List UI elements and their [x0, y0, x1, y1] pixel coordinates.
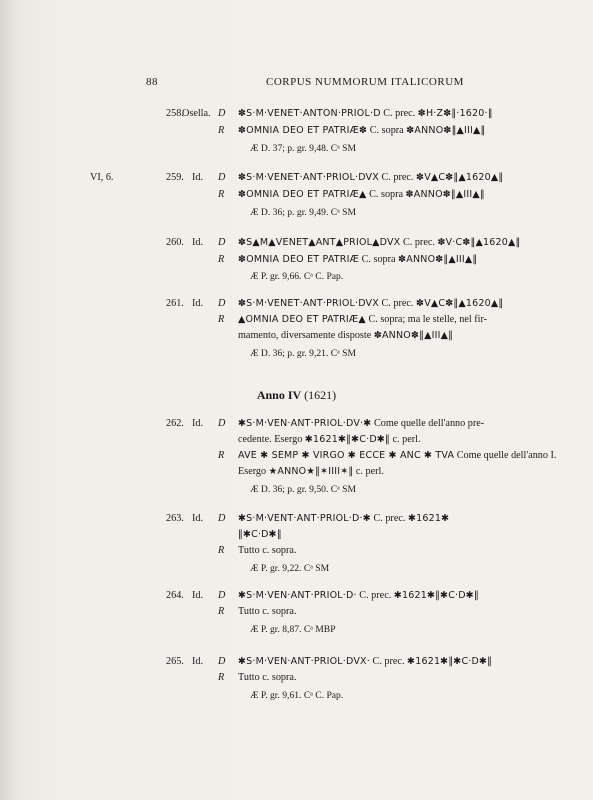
entry-number: 258.: [166, 108, 184, 119]
reverse-description: AVE ✱ SEMP ✱ VIRGO ✱ ECCE ✱ ANC ✱ TVA Come quelle dell'anno I.: [238, 450, 557, 461]
obverse-sign: D: [218, 108, 226, 119]
obverse-sign: D: [218, 590, 226, 601]
entry-metadata: Æ P. gr. 8,87. Cᵃ MBP: [250, 624, 336, 635]
obverse-sign: D: [218, 418, 226, 429]
obverse-sign: D: [218, 298, 226, 309]
reverse-description: ✽OMNIA DEO ET PATRIÆ C. sopra ✽ANNO✽‖▲III▲‖: [238, 254, 478, 265]
entry-number: 263.: [166, 513, 184, 524]
obverse-description-continued: cedente. Esergo ✱1621✱‖✱C·D✱‖ c. perl.: [238, 434, 421, 445]
obverse-description: ✱S·M·VEN·ANT·PRIOL·DV·✱ Come quelle dell'anno pre-: [238, 418, 485, 429]
obverse-sign: D: [218, 656, 226, 667]
obverse-description: ✽S·M·VENET·ANTON·PRIOL·D C. prec. ✽H·Z✽‖·1620·‖: [238, 108, 493, 119]
obverse-sign: D: [218, 237, 226, 248]
reverse-description: Tutto c. sopra.: [238, 672, 297, 683]
entry-denomination: Id.: [192, 237, 204, 248]
margin-reference: VI, 6.: [90, 172, 114, 183]
obverse-sign: D: [218, 172, 226, 183]
entry-number: 259.: [166, 172, 184, 183]
obverse-sign: D: [218, 513, 226, 524]
entry-denomination: Id.: [192, 172, 204, 183]
reverse-sign: R: [218, 450, 225, 461]
entry-denomination: Id.: [192, 513, 204, 524]
entry-number: 262.: [166, 418, 184, 429]
entry-metadata: Æ P. gr. 9,66. Cᵃ C. Pap.: [250, 271, 344, 282]
reverse-sign: R: [218, 606, 225, 617]
entry-metadata: Æ D. 37; p. gr. 9,48. Cᵃ SM: [250, 143, 357, 154]
entry-metadata: Æ P. gr. 9,22. Cᵃ SM: [250, 563, 330, 574]
entry-metadata: Æ D. 36; p. gr. 9,21. Cᵃ SM: [250, 348, 357, 359]
section-heading: Anno IV (1621): [256, 388, 337, 402]
entry-metadata: Æ D. 36; p. gr. 9,49. Cᵃ SM: [250, 207, 357, 218]
reverse-description: ✽OMNIA DEO ET PATRIÆ▲ C. sopra ✽ANNO✽‖▲III▲‖: [238, 189, 485, 200]
reverse-sign: R: [218, 545, 225, 556]
reverse-description: ✽OMNIA DEO ET PATRIÆ✽ C. sopra ✽ANNO✽‖▲III▲‖: [238, 125, 486, 136]
obverse-description: ✽S·M·VENET·ANT·PRIOL·DVX C. prec. ✽V▲C✽‖▲1620▲‖: [238, 172, 504, 183]
obverse-description: ✱S·M·VEN·ANT·PRIOL·DVX· C. prec. ✱1621✱‖✱C·D✱‖: [238, 656, 493, 667]
page-number: 88: [146, 76, 158, 88]
reverse-sign: R: [218, 189, 225, 200]
running-title: CORPUS NUMMORUM ITALICORUM: [266, 76, 464, 88]
obverse-description: ✽S▲M▲VENET▲ANT▲PRIOL▲DVX C. prec. ✽V·C✽‖▲1620▲‖: [238, 237, 521, 248]
entry-denomination: Osella.: [182, 108, 211, 119]
entry-metadata: Æ D. 36; p. gr. 9,50. Cᵃ SM: [250, 484, 357, 495]
entry-number: 261.: [166, 298, 184, 309]
reverse-description-continued: Esergo ★ANNO★‖✶IIII✶‖ c. perl.: [238, 466, 384, 477]
reverse-sign: R: [218, 314, 225, 325]
entry-denomination: Id.: [192, 418, 204, 429]
reverse-description: Tutto c. sopra.: [238, 545, 297, 556]
entry-metadata: Æ P. gr. 9,61. Cᵃ C. Pap.: [250, 690, 344, 701]
entry-denomination: Id.: [192, 590, 204, 601]
reverse-description-continued: mamento, diversamente disposte ✽ANNO✽‖▲III▲‖: [238, 330, 454, 341]
reverse-sign: R: [218, 672, 225, 683]
reverse-description: Tutto c. sopra.: [238, 606, 297, 617]
reverse-sign: R: [218, 254, 225, 265]
entry-number: 265.: [166, 656, 184, 667]
obverse-description: ✱S·M·VENT·ANT·PRIOL·D·✱ C. prec. ✱1621✱: [238, 513, 450, 524]
obverse-description-continued: ‖✱C·D✱‖: [238, 529, 282, 540]
reverse-sign: R: [218, 125, 225, 136]
entry-number: 260.: [166, 237, 184, 248]
reverse-description: ▲OMNIA DEO ET PATRIÆ▲ C. sopra; ma le stelle, nel fir-: [238, 314, 488, 325]
entry-denomination: Id.: [192, 298, 204, 309]
entry-number: 264.: [166, 590, 184, 601]
entry-denomination: Id.: [192, 656, 204, 667]
obverse-description: ✱S·M·VEN·ANT·PRIOL·D· C. prec. ✱1621✱‖✱C·D✱‖: [238, 590, 479, 601]
obverse-description: ✽S·M·VENET·ANT·PRIOL·DVX C. prec. ✽V▲C✽‖▲1620▲‖: [238, 298, 504, 309]
